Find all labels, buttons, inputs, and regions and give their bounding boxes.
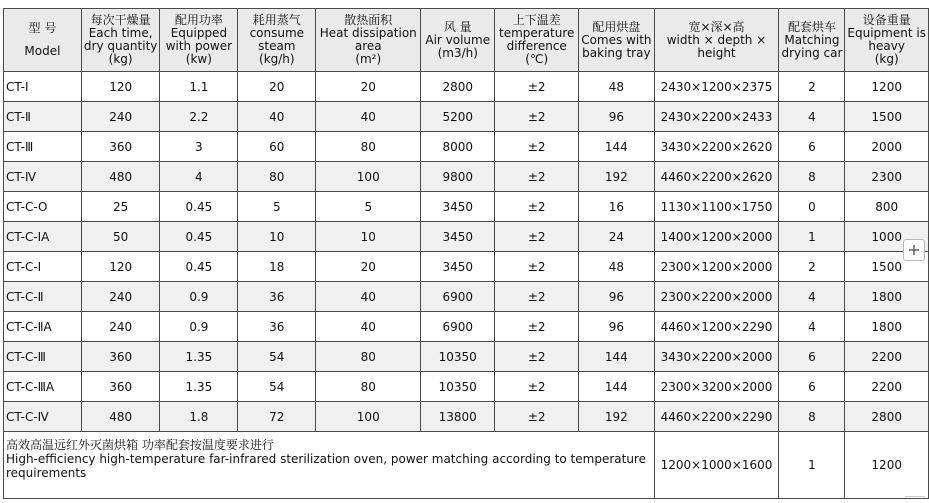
header-label-en: consume [249, 26, 305, 40]
table-cell: 2.2 [160, 102, 238, 132]
model-cell: CT-C-Ⅳ [4, 402, 82, 432]
header-cell [579, 9, 654, 72]
header-label-en: Comes with [581, 32, 652, 47]
table-cell: 0.45 [160, 192, 238, 222]
header-label-zh: 宽×深×高 [688, 19, 745, 34]
header-label-zh: 每次干燥量 [90, 13, 151, 27]
table-cell: 0.9 [160, 282, 238, 312]
table-cell: 1130×1100×1750 [654, 192, 779, 222]
table-cell: 96 [579, 282, 654, 312]
table-row [4, 72, 929, 102]
header-label-zh: 配用烘盘 [592, 19, 641, 34]
table-row [4, 312, 929, 342]
table-cell: 96 [579, 102, 654, 132]
header-label-en: Equipped [170, 26, 228, 40]
header-cell [81, 9, 160, 72]
header-cell [4, 9, 82, 72]
table-cell: 18 [238, 252, 316, 282]
table-cell: 2000 [845, 132, 929, 162]
table-cell: 50 [81, 222, 160, 252]
header-label-en: drying car [781, 45, 843, 60]
table-cell: 1.8 [160, 402, 238, 432]
table-cell: 1800 [845, 282, 929, 312]
header-label-en: (m²) [355, 52, 382, 66]
table-row [4, 282, 929, 312]
table-cell: ±2 [495, 342, 579, 372]
table-cell: 72 [238, 402, 316, 432]
table-cell: 0.9 [160, 312, 238, 342]
header-label-en: (kg) [108, 52, 133, 66]
header-cell [421, 9, 495, 72]
table-cell: 1400×1200×2000 [654, 222, 779, 252]
header-label-zh: 设备重量 [862, 13, 911, 27]
table-cell: 192 [579, 402, 654, 432]
table-cell: 360 [81, 132, 160, 162]
table-cell: 2430×1200×2375 [654, 72, 779, 102]
header-label-zh: 配用功率 [174, 13, 223, 27]
table-cell: 4 [779, 282, 845, 312]
table-cell: 10350 [421, 372, 495, 402]
header-label-en: height [697, 45, 736, 60]
table-row [4, 252, 929, 282]
table-cell: 2 [779, 72, 845, 102]
table-cell: 2300×1200×2000 [654, 252, 779, 282]
table-cell: 2300 [845, 162, 929, 192]
header-label-zh: 耗用蒸气 [252, 13, 301, 27]
table-cell: 100 [316, 162, 421, 192]
table-cell: ±2 [495, 312, 579, 342]
header-cell [316, 9, 421, 72]
table-cell: 120 [81, 252, 160, 282]
table-cell: 80 [316, 132, 421, 162]
header-cell [845, 9, 929, 72]
table-cell: 6900 [421, 282, 495, 312]
table-row [4, 372, 929, 402]
header-label-en: with power [165, 39, 233, 53]
footer-weight: 1200 [845, 432, 929, 499]
table-cell: 2300×3200×2000 [654, 372, 779, 402]
table-cell: 6 [779, 132, 845, 162]
table-cell: ±2 [495, 222, 579, 252]
header-cell [160, 9, 238, 72]
header-label-en: steam [258, 39, 296, 53]
table-cell: 144 [579, 342, 654, 372]
table-cell: 80 [316, 342, 421, 372]
table-cell: ±2 [495, 282, 579, 312]
table-cell: 48 [579, 252, 654, 282]
table-row [4, 402, 929, 432]
table-cell: 4 [779, 312, 845, 342]
table-cell: 9800 [421, 162, 495, 192]
header-label-zh: 散热面积 [344, 13, 393, 27]
model-cell: CT-C-Ⅲ [4, 342, 82, 372]
header-label-en: (kw) [185, 52, 212, 66]
add-button[interactable] [903, 239, 925, 261]
footer-dimensions: 1200×1000×1600 [654, 432, 779, 499]
header-label-en: (kg/h) [259, 52, 295, 66]
table-cell: 0 [779, 192, 845, 222]
table-cell: 192 [579, 162, 654, 192]
table-cell: 60 [238, 132, 316, 162]
header-label-zh: 风 量 [443, 19, 472, 34]
table-cell: 4460×2200×2290 [654, 402, 779, 432]
header-label-en: Matching [784, 32, 840, 47]
table-cell: 80 [238, 162, 316, 192]
table-cell: 360 [81, 342, 160, 372]
table-cell: 3430×2200×2620 [654, 132, 779, 162]
table-cell: 4460×2200×2620 [654, 162, 779, 192]
header-label-zh: 上下温差 [512, 13, 561, 27]
table-row [4, 162, 929, 192]
table-cell: 480 [81, 162, 160, 192]
table-cell: 144 [579, 372, 654, 402]
table-cell: 1200 [845, 72, 929, 102]
model-cell: CT-Ⅰ [4, 72, 82, 102]
table-cell: 8 [779, 162, 845, 192]
table-cell: 800 [845, 192, 929, 222]
header-label-en: heavy [868, 39, 905, 53]
header-cell [238, 9, 316, 72]
table-cell: 0.45 [160, 252, 238, 282]
model-cell: CT-C-Ⅰ [4, 252, 82, 282]
table-cell: 5200 [421, 102, 495, 132]
table-cell: 2200 [845, 372, 929, 402]
table-cell: ±2 [495, 402, 579, 432]
table-cell: 240 [81, 312, 160, 342]
table-cell: 13800 [421, 402, 495, 432]
footer-note-zh: 高效高温远红外灭菌烘箱 功率配套按温度要求进行 [6, 438, 274, 452]
table-cell: 96 [579, 312, 654, 342]
table-cell: 1500 [845, 102, 929, 132]
footer-drying-car: 1 [779, 432, 845, 499]
table-row [4, 222, 929, 252]
table-cell: 0.45 [160, 222, 238, 252]
plus-icon [908, 244, 920, 256]
model-cell: CT-C-O [4, 192, 82, 222]
table-cell: 1.35 [160, 342, 238, 372]
table-cell: 3450 [421, 192, 495, 222]
footer-note-en: High-efficiency high-temperature far-infrared sterilization oven, power matching according to temperature requirements [6, 452, 646, 480]
header-label-en: Heat dissipation [319, 26, 417, 40]
table-cell: ±2 [495, 192, 579, 222]
table-cell: 5 [238, 192, 316, 222]
table-cell: 1 [779, 222, 845, 252]
table-cell: 8 [779, 402, 845, 432]
table-cell: 4 [779, 102, 845, 132]
table-cell: 2300×2200×2000 [654, 282, 779, 312]
table-cell: 1800 [845, 312, 929, 342]
header-cell [779, 9, 845, 72]
table-cell: 40 [316, 282, 421, 312]
table-row [4, 192, 929, 222]
table-cell: 2430×2200×2433 [654, 102, 779, 132]
header-label-en: Each time, [88, 26, 153, 40]
table-cell: ±2 [495, 162, 579, 192]
table-cell: 2800 [845, 402, 929, 432]
header-label-en: width × depth × [666, 32, 767, 47]
model-cell: CT-Ⅲ [4, 132, 82, 162]
header-label-en: area [354, 39, 382, 53]
table-row [4, 342, 929, 372]
table-cell: 5 [316, 192, 421, 222]
table-cell: 2800 [421, 72, 495, 102]
table-cell: 10350 [421, 342, 495, 372]
table-cell: 480 [81, 402, 160, 432]
table-cell: 240 [81, 102, 160, 132]
table-cell: 144 [579, 132, 654, 162]
table-cell: 20 [316, 252, 421, 282]
table-cell: 80 [316, 372, 421, 402]
table-cell: 3 [160, 132, 238, 162]
footer-note-cell [4, 432, 655, 499]
header-label-en: Model [24, 44, 61, 58]
table-cell: 10 [238, 222, 316, 252]
model-cell: CT-C-ⅡA [4, 312, 82, 342]
table-cell: 1000 [845, 222, 929, 252]
table-cell: 3450 [421, 252, 495, 282]
model-cell: CT-Ⅱ [4, 102, 82, 132]
model-cell: CT-C-ⅢA [4, 372, 82, 402]
table-cell: 1.35 [160, 372, 238, 402]
table-cell: 16 [579, 192, 654, 222]
table-cell: ±2 [495, 372, 579, 402]
table-cell: 4460×1200×2290 [654, 312, 779, 342]
table-cell: 3430×2200×2000 [654, 342, 779, 372]
table-cell: ±2 [495, 132, 579, 162]
table-cell: ±2 [495, 102, 579, 132]
table-cell: 1.1 [160, 72, 238, 102]
header-label-zh: 型 号 [28, 21, 57, 35]
header-label-en: Equipment is [847, 26, 926, 40]
table-cell: 54 [238, 342, 316, 372]
table-cell: 6 [779, 342, 845, 372]
table-cell: 20 [238, 72, 316, 102]
table-cell: 20 [316, 72, 421, 102]
table-row [4, 102, 929, 132]
table-cell: 40 [238, 102, 316, 132]
header-label-en: (℃) [525, 52, 549, 66]
table-cell: 40 [316, 312, 421, 342]
header-cell [654, 9, 779, 72]
table-cell: 24 [579, 222, 654, 252]
model-cell: CT-Ⅳ [4, 162, 82, 192]
header-label-zh: 配套烘车 [787, 19, 836, 34]
equipment-spec-table [3, 8, 929, 499]
footer-note-row [4, 432, 929, 499]
table-cell: 240 [81, 282, 160, 312]
table-cell: 8000 [421, 132, 495, 162]
table-cell: 6 [779, 372, 845, 402]
table-cell: 2200 [845, 342, 929, 372]
table-cell: 36 [238, 312, 316, 342]
table-cell: 6900 [421, 312, 495, 342]
table-cell: 3450 [421, 222, 495, 252]
table-cell: ±2 [495, 252, 579, 282]
table-cell: 48 [579, 72, 654, 102]
table-cell: 4 [160, 162, 238, 192]
table-cell: 40 [316, 102, 421, 132]
table-cell: 54 [238, 372, 316, 402]
table-row [4, 132, 929, 162]
header-label-en: baking tray [582, 45, 651, 60]
model-cell: CT-C-ⅠA [4, 222, 82, 252]
header-label-en: (m3/h) [437, 45, 478, 60]
table-cell: 2 [779, 252, 845, 282]
table-cell: 1500 [845, 252, 929, 282]
table-cell: 36 [238, 282, 316, 312]
header-label-en: (kg) [874, 52, 899, 66]
header-label-en: temperature [498, 26, 575, 40]
table-cell: 100 [316, 402, 421, 432]
table-cell: 360 [81, 372, 160, 402]
table-cell: 25 [81, 192, 160, 222]
table-cell: 120 [81, 72, 160, 102]
header-label-en: difference [506, 39, 567, 53]
header-row [4, 9, 929, 72]
header-label-en: Air volume [425, 32, 491, 47]
header-label-en: dry quantity [83, 39, 158, 53]
table-cell: 10 [316, 222, 421, 252]
model-cell: CT-C-Ⅱ [4, 282, 82, 312]
table-cell: ±2 [495, 72, 579, 102]
header-cell [495, 9, 579, 72]
